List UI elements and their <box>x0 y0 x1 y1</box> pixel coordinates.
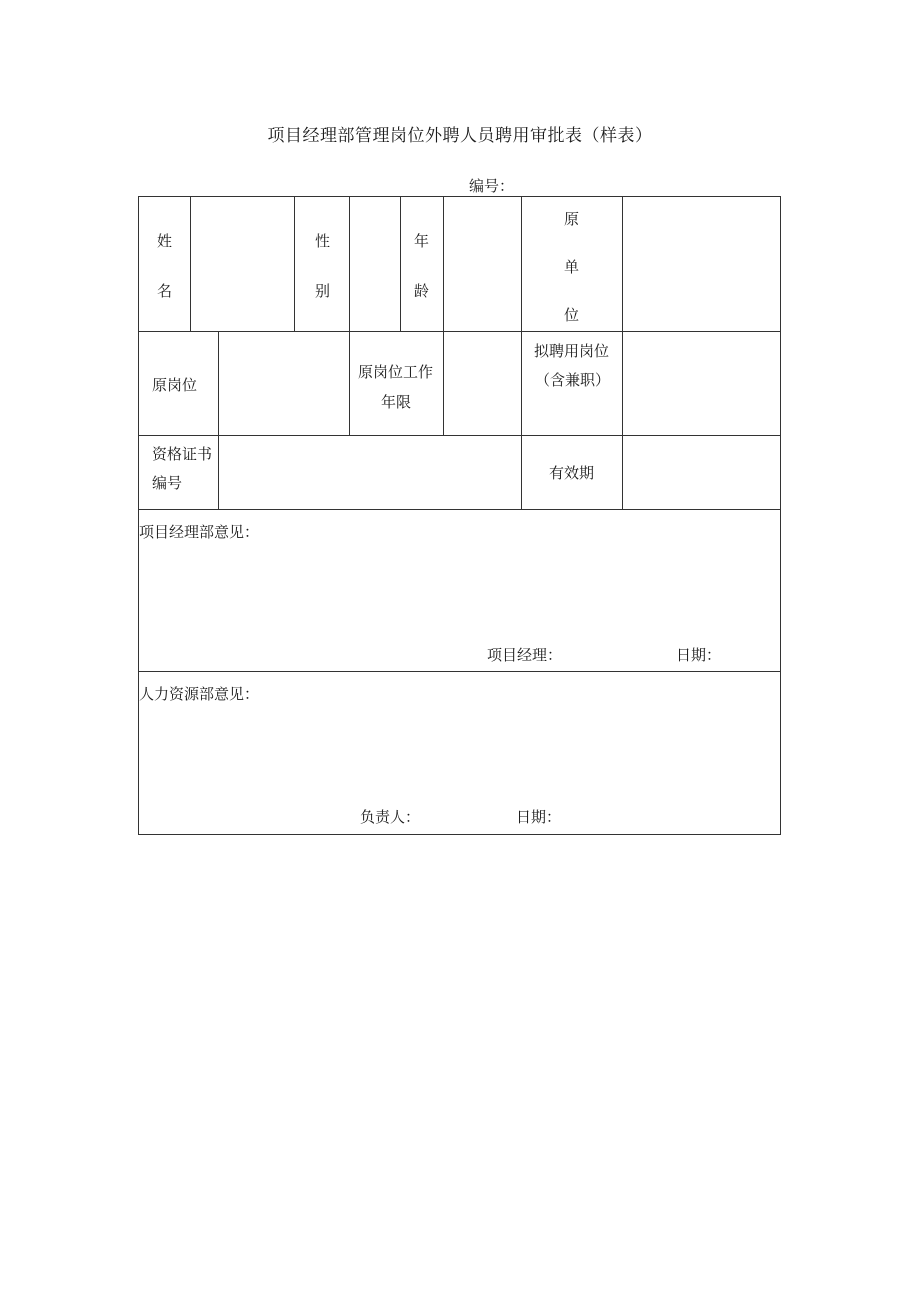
certificate-label-line-2: 编号 <box>152 474 183 492</box>
hr-opinion-heading: 人力资源部意见： <box>139 685 260 703</box>
gender-label-char-2: 别 <box>315 282 331 300</box>
proposed-post-label-line-2: （含兼职） <box>535 371 611 389</box>
age-label-char-1: 年 <box>414 232 430 250</box>
age-label-cell <box>400 196 443 331</box>
validity-value-field[interactable] <box>622 435 781 509</box>
original-unit-char-3: 位 <box>564 306 580 324</box>
original-post-years-label-line-1: 原岗位工作 <box>358 363 434 381</box>
age-label-char-2: 龄 <box>414 282 430 300</box>
original-unit-label-cell <box>521 196 622 331</box>
hr-date-label: 日期： <box>516 808 562 826</box>
form-title: 项目经理部管理岗位外聘人员聘用审批表（样表） <box>267 126 653 146</box>
proposed-post-value-field[interactable] <box>622 331 781 435</box>
validity-label-cell <box>521 435 622 509</box>
validity-label: 有效期 <box>549 464 595 482</box>
hr-opinion-section[interactable] <box>138 671 781 835</box>
name-value-field[interactable] <box>190 196 294 331</box>
certificate-label-cell <box>138 435 218 509</box>
gender-label-cell <box>294 196 349 331</box>
original-post-years-value-field[interactable] <box>443 331 521 435</box>
project-manager-date-label: 日期： <box>676 646 722 664</box>
name-label-char-1: 姓 <box>157 232 173 250</box>
age-value-field[interactable] <box>443 196 521 331</box>
proposed-post-label-cell <box>521 331 622 435</box>
original-post-value-field[interactable] <box>218 331 349 435</box>
project-manager-signer-label: 项目经理： <box>487 646 563 664</box>
name-label-char-2: 名 <box>157 282 173 300</box>
original-post-years-label-line-2: 年限 <box>381 393 412 411</box>
gender-label-char-1: 性 <box>315 232 331 250</box>
project-manager-opinion-heading: 项目经理部意见： <box>139 523 260 541</box>
original-unit-char-2: 单 <box>564 258 580 276</box>
hr-signer-label: 负责人： <box>360 808 421 826</box>
certificate-label-line-1: 资格证书 <box>152 445 213 463</box>
original-unit-value-field[interactable] <box>622 196 781 331</box>
original-post-years-label-cell <box>349 331 443 435</box>
serial-number-label: 编号： <box>469 177 515 195</box>
gender-value-field[interactable] <box>349 196 400 331</box>
certificate-number-field[interactable] <box>218 435 521 509</box>
proposed-post-label-line-1: 拟聘用岗位 <box>534 342 610 360</box>
original-unit-char-1: 原 <box>564 210 580 228</box>
project-manager-opinion-section[interactable] <box>138 509 781 671</box>
name-label-cell <box>138 196 190 331</box>
original-post-label-cell <box>138 331 218 435</box>
original-post-label: 原岗位 <box>152 376 198 394</box>
